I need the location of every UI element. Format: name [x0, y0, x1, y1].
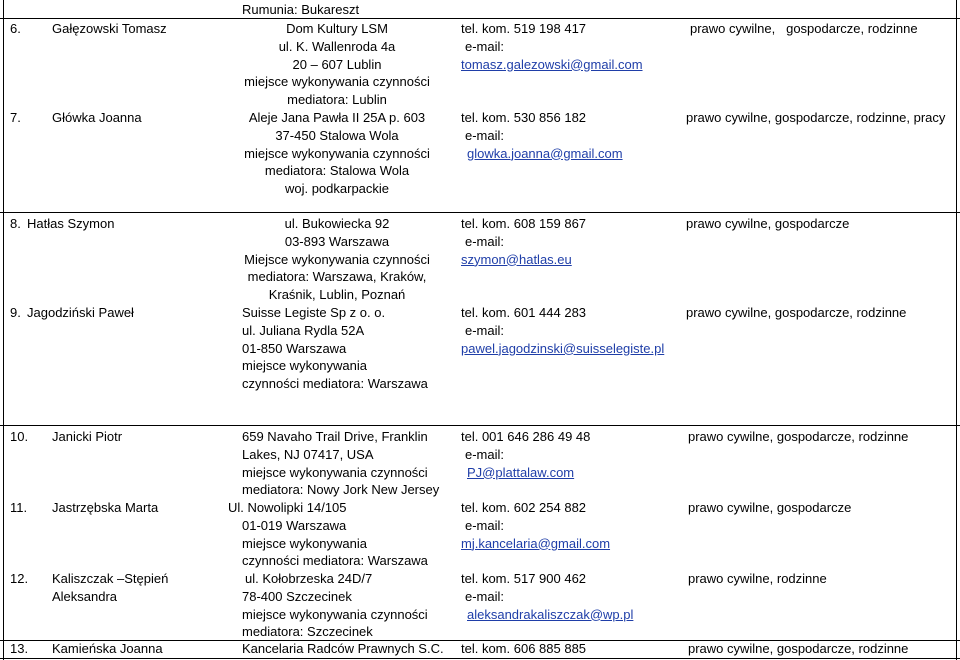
contact: [461, 215, 586, 268]
address-line: Kraśnik, Lublin, Poznań: [268, 287, 406, 303]
email-link[interactable]: glowka.joanna@gmail.com: [467, 145, 623, 161]
email-link[interactable]: szymon@hatlas.eu: [461, 251, 572, 267]
email-label: e-mail:: [465, 517, 505, 533]
address-line: Suisse Legiste Sp z o. o.: [242, 305, 386, 320]
phone: tel. kom. 517 900 462: [461, 571, 587, 586]
name-line: Jastrzębska Marta: [52, 500, 159, 515]
mediator-name: [52, 20, 167, 38]
column-divider: [3, 0, 4, 660]
phone: tel. kom. 608 159 867: [461, 216, 587, 231]
contact: [461, 109, 623, 162]
address-line: czynności mediatora: Warszawa: [242, 553, 428, 569]
address-line: Miejsce wykonywania czynności: [244, 251, 430, 267]
email-label: e-mail:: [465, 322, 505, 338]
row-number: 7.: [10, 110, 21, 125]
address-line: miejsce wykonywania: [242, 358, 367, 374]
address-fragment: Rumunia: Bukareszt: [242, 2, 360, 17]
address-line: ul. K. Wallenroda 4a: [278, 38, 396, 54]
address-line: czynności mediatora: Warszawa: [242, 376, 428, 392]
column-divider: [956, 0, 957, 660]
phone: tel. kom. 606 885 885: [461, 641, 587, 656]
email-label: e-mail:: [465, 127, 505, 143]
name-line: Kamieńska Joanna: [52, 641, 163, 656]
email-label: e-mail:: [465, 588, 505, 604]
phone: tel. kom. 519 198 417: [461, 21, 587, 36]
name-line: Jagodziński Paweł: [27, 305, 134, 320]
name-line: Janicki Piotr: [52, 429, 123, 444]
address-line: 37-450 Stalowa Wola: [275, 127, 399, 143]
contact: [461, 304, 664, 357]
address-line: miejsce wykonywania czynności: [242, 464, 428, 480]
row-number: 13.: [10, 641, 29, 656]
name-line: Hatłas Szymon: [27, 216, 115, 231]
email-label: e-mail:: [465, 38, 505, 54]
contact: [461, 20, 643, 73]
row-divider: [0, 425, 960, 426]
email-link[interactable]: aleksandrakaliszczak@wp.pl: [467, 606, 634, 622]
mediator-name: [52, 499, 158, 517]
email-link[interactable]: tomasz.galezowski@gmail.com: [461, 56, 643, 72]
address-line: 01-850 Warszawa: [242, 340, 347, 356]
row-number: 11.: [10, 500, 28, 515]
phone: tel. kom. 530 856 182: [461, 110, 587, 125]
mediator-address: [227, 215, 447, 304]
contact: [461, 428, 590, 481]
email-link[interactable]: mj.kancelaria@gmail.com: [461, 535, 611, 551]
address-line: miejsce wykonywania czynności: [244, 145, 430, 161]
name-line: Główka Joanna: [52, 110, 142, 125]
address-line: ul. Juliana Rydla 52A: [242, 322, 365, 338]
address-line: 659 Navaho Trail Drive, Franklin: [242, 429, 428, 444]
name-line: Kaliszczak –Stępień: [52, 571, 169, 586]
address-line: Aleje Jana Pawła II 25A p. 603: [248, 110, 426, 125]
phone: tel. kom. 602 254 882: [461, 500, 587, 515]
address-line: woj. podkarpackie: [284, 181, 390, 197]
address-line: ul. Kołobrzeska 24D/7: [245, 571, 373, 586]
email-label: e-mail:: [465, 233, 505, 249]
email-label: e-mail:: [465, 446, 505, 462]
contact: [461, 499, 610, 552]
mediator-address: [242, 570, 428, 641]
row-divider: [0, 658, 960, 659]
contact: [461, 640, 586, 658]
mediator-name: [27, 215, 114, 233]
address-line: 01-019 Warszawa: [242, 517, 347, 533]
address-line: mediatora: Stalowa Wola: [264, 163, 410, 179]
email-link[interactable]: pawel.jagodzinski@suisselegiste.pl: [461, 340, 665, 356]
mediator-name: [52, 640, 163, 658]
address-line: ul. Bukowiecka 92: [284, 216, 390, 231]
address-line: Lakes, NJ 07417, USA: [242, 446, 374, 462]
mediator-address: [242, 428, 439, 499]
practice-areas: prawo cywilne, gospodarcze, rodzinne: [688, 429, 909, 444]
practice-areas: prawo cywilne, gospodarcze, rodzinne, pracy: [686, 110, 946, 125]
row-number: 8.: [10, 216, 21, 231]
mediator-name: [27, 304, 134, 322]
address-line: Dom Kultury LSM: [286, 21, 388, 36]
row-number: 9.: [10, 305, 21, 320]
phone: tel. kom. 601 444 283: [461, 305, 587, 320]
row-divider: [0, 212, 960, 213]
practice-areas: prawo cywilne, gospodarcze, rodzinne: [688, 641, 909, 656]
mediator-address: [227, 109, 447, 198]
row-number: 10.: [10, 429, 29, 444]
practice-areas: prawo cywilne, gospodarcze, rodzinne: [690, 21, 918, 36]
mediator-address: [242, 304, 428, 393]
address-line: 78-400 Szczecinek: [242, 588, 352, 604]
mediator-address: [227, 20, 447, 109]
address-line: 20 – 607 Lublin: [292, 56, 382, 72]
address-line: miejsce wykonywania czynności: [244, 74, 430, 90]
address-line: Kancelaria Radców Prawnych S.C.: [242, 641, 444, 656]
mediator-name: [52, 428, 122, 446]
mediator-name: [52, 570, 168, 606]
address-line: mediatora: Szczecinek: [242, 624, 373, 640]
practice-areas: prawo cywilne, gospodarcze: [686, 216, 850, 231]
mediator-name: [52, 109, 142, 127]
name-line: Aleksandra: [52, 588, 118, 604]
contact: [461, 570, 633, 623]
row-divider: [0, 18, 960, 19]
address-line: Ul. Nowolipki 14/105: [228, 500, 347, 515]
practice-areas: prawo cywilne, gospodarcze: [688, 500, 852, 515]
address-line: miejsce wykonywania czynności: [242, 606, 428, 622]
address-line: miejsce wykonywania: [242, 535, 367, 551]
address-line: 03-893 Warszawa: [284, 233, 390, 249]
name-line: Gałęzowski Tomasz: [52, 21, 167, 36]
mediator-address: [228, 499, 428, 570]
mediator-address: [242, 640, 444, 658]
address-line: mediatora: Lublin: [287, 92, 387, 108]
practice-areas: prawo cywilne, gospodarcze, rodzinne: [686, 305, 907, 320]
phone: tel. 001 646 286 49 48: [461, 429, 591, 444]
row-number: 6.: [10, 21, 21, 36]
email-link[interactable]: PJ@plattalaw.com: [467, 464, 575, 480]
row-number: 12.: [10, 571, 29, 586]
address-line: mediatora: Warszawa, Kraków,: [247, 269, 427, 285]
address-line: mediatora: Nowy Jork New Jersey: [242, 482, 440, 498]
practice-areas: prawo cywilne, rodzinne: [688, 571, 827, 586]
